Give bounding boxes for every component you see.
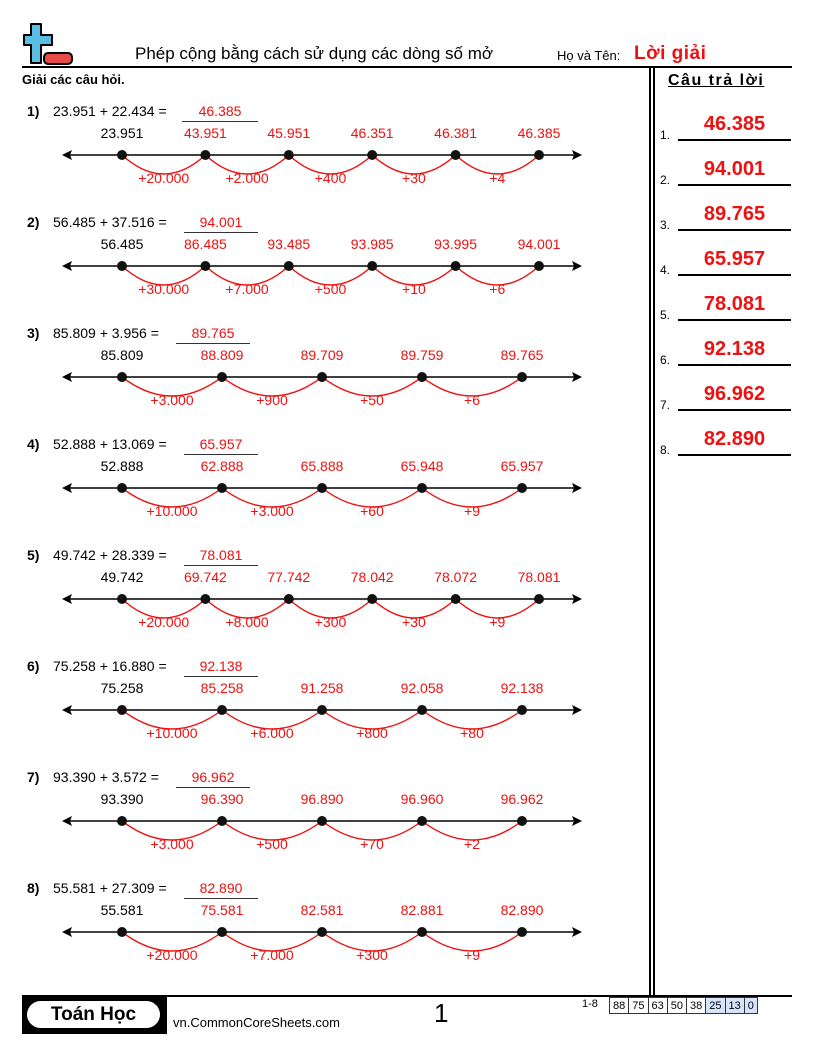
point-dot bbox=[317, 372, 327, 382]
answer-row-8 bbox=[660, 428, 795, 457]
jump-label: +80 bbox=[460, 725, 484, 741]
jump-label: +10.000 bbox=[146, 725, 198, 741]
point-dot bbox=[534, 150, 544, 160]
score-table bbox=[609, 997, 758, 1014]
answer-row-2 bbox=[660, 158, 795, 187]
point-dot bbox=[417, 816, 427, 826]
score-cell: 0 bbox=[744, 998, 757, 1014]
answer-row-7 bbox=[660, 383, 795, 412]
point-dot bbox=[517, 483, 527, 493]
answer-row-4 bbox=[660, 248, 795, 277]
point-label: 89.709 bbox=[300, 347, 344, 363]
problem-answer[interactable]: 46.385 bbox=[182, 103, 258, 122]
point-label: 78.042 bbox=[350, 569, 394, 585]
point-label: 78.081 bbox=[517, 569, 561, 585]
jump-label: +30 bbox=[402, 170, 426, 186]
jump-label: +9 bbox=[464, 947, 480, 963]
point-dot bbox=[217, 927, 227, 937]
jump-label: +4 bbox=[489, 170, 506, 186]
jump-label: +30.000 bbox=[138, 281, 190, 297]
jump-label: +3.000 bbox=[150, 392, 194, 408]
point-label: 86.485 bbox=[183, 236, 227, 252]
problem-2 bbox=[0, 214, 640, 325]
problem-number: 1) bbox=[27, 103, 40, 119]
point-dot bbox=[367, 594, 377, 604]
worksheet-title: Phép cộng bằng cách sử dụng các dòng số mở bbox=[135, 44, 494, 63]
point-dot bbox=[317, 483, 327, 493]
problem-answer[interactable]: 78.081 bbox=[184, 547, 258, 566]
number-line bbox=[0, 769, 640, 880]
problem-expression: 23.951 + 22.434 = bbox=[53, 103, 167, 119]
problem-expression: 52.888 + 13.069 = bbox=[53, 436, 167, 452]
answer-index: 1. bbox=[660, 128, 671, 142]
point-label: 92.138 bbox=[500, 680, 544, 696]
score-cell: 88 bbox=[610, 998, 629, 1014]
answer-panel-divider-inner bbox=[653, 67, 655, 995]
point-label: 75.581 bbox=[200, 902, 244, 918]
problem-expression: 49.742 + 28.339 = bbox=[53, 547, 167, 563]
number-line bbox=[0, 658, 640, 769]
jump-label: +9 bbox=[489, 614, 506, 630]
problem-expression: 56.485 + 37.516 = bbox=[53, 214, 167, 230]
point-dot bbox=[117, 705, 127, 715]
point-label: 78.072 bbox=[434, 569, 478, 585]
jump-label: +70 bbox=[360, 836, 384, 852]
score-cell: 50 bbox=[667, 998, 686, 1014]
jump-label: +300 bbox=[356, 947, 388, 963]
point-label: 75.258 bbox=[100, 680, 144, 696]
jump-label: +7.000 bbox=[250, 947, 294, 963]
jump-label: +6 bbox=[464, 392, 480, 408]
point-dot bbox=[517, 927, 527, 937]
jump-label: +10 bbox=[402, 281, 426, 297]
point-label: 82.881 bbox=[400, 902, 444, 918]
point-label: 89.759 bbox=[400, 347, 444, 363]
jump-label: +900 bbox=[256, 392, 288, 408]
answer-index: 4. bbox=[660, 263, 671, 277]
point-dot bbox=[217, 372, 227, 382]
answer-panel-heading: Câu trả lời bbox=[668, 72, 765, 89]
problem-expression: 75.258 + 16.880 = bbox=[53, 658, 167, 674]
answer-value[interactable]: 46.385 bbox=[703, 113, 766, 135]
problem-answer[interactable]: 94.001 bbox=[184, 214, 258, 233]
point-dot bbox=[117, 261, 127, 271]
point-dot bbox=[534, 594, 544, 604]
answer-index: 7. bbox=[660, 398, 671, 412]
answer-underline bbox=[678, 364, 791, 366]
score-range-label: 1-8 bbox=[582, 998, 598, 1010]
jump-label: +20.000 bbox=[146, 947, 198, 963]
answer-value[interactable]: 92.138 bbox=[703, 338, 766, 360]
answer-underline bbox=[678, 139, 791, 141]
point-dot bbox=[200, 150, 210, 160]
point-dot bbox=[417, 372, 427, 382]
problem-number: 6) bbox=[27, 658, 40, 674]
point-dot bbox=[284, 150, 294, 160]
jump-label: +3.000 bbox=[250, 503, 294, 519]
point-dot bbox=[200, 261, 210, 271]
brand-label: Toán Học bbox=[27, 1001, 160, 1028]
score-cell: 13 bbox=[725, 998, 744, 1014]
jump-label: +500 bbox=[256, 836, 288, 852]
point-dot bbox=[317, 927, 327, 937]
answer-underline bbox=[678, 319, 791, 321]
jump-label: +3.000 bbox=[150, 836, 194, 852]
answer-value[interactable]: 78.081 bbox=[703, 293, 766, 315]
answer-value[interactable]: 82.890 bbox=[703, 428, 766, 450]
point-label: 62.888 bbox=[200, 458, 244, 474]
point-label: 56.485 bbox=[100, 236, 144, 252]
point-label: 49.742 bbox=[100, 569, 144, 585]
point-label: 92.058 bbox=[400, 680, 444, 696]
jump-label: +6.000 bbox=[250, 725, 294, 741]
plus-minus-logo-icon bbox=[22, 22, 82, 68]
point-label: 94.001 bbox=[517, 236, 561, 252]
problem-1 bbox=[0, 103, 640, 214]
answer-panel-divider bbox=[649, 67, 651, 995]
point-label: 55.581 bbox=[100, 902, 144, 918]
point-dot bbox=[517, 816, 527, 826]
problem-5 bbox=[0, 547, 640, 658]
point-dot bbox=[451, 261, 461, 271]
point-dot bbox=[367, 150, 377, 160]
point-label: 45.951 bbox=[267, 125, 311, 141]
point-dot bbox=[117, 927, 127, 937]
point-dot bbox=[284, 261, 294, 271]
problem-4 bbox=[0, 436, 640, 547]
point-label: 46.351 bbox=[350, 125, 394, 141]
jump-label: +50 bbox=[360, 392, 384, 408]
answer-value[interactable]: 65.957 bbox=[703, 248, 766, 270]
answer-value[interactable]: 89.765 bbox=[703, 203, 766, 225]
number-line bbox=[0, 103, 640, 214]
point-label: 65.948 bbox=[400, 458, 444, 474]
point-label: 82.581 bbox=[300, 902, 344, 918]
point-label: 93.995 bbox=[434, 236, 478, 252]
answer-underline bbox=[678, 454, 791, 456]
point-label: 46.385 bbox=[517, 125, 561, 141]
jump-label: +10.000 bbox=[146, 503, 198, 519]
jump-label: +20.000 bbox=[138, 614, 190, 630]
score-cell: 75 bbox=[629, 998, 648, 1014]
problem-answer[interactable]: 92.138 bbox=[184, 658, 258, 677]
point-dot bbox=[117, 372, 127, 382]
problem-7 bbox=[0, 769, 640, 880]
site-link[interactable]: vn.CommonCoreSheets.com bbox=[173, 1015, 340, 1030]
point-label: 69.742 bbox=[183, 569, 227, 585]
point-dot bbox=[200, 594, 210, 604]
point-dot bbox=[217, 705, 227, 715]
point-dot bbox=[117, 150, 127, 160]
problem-number: 2) bbox=[27, 214, 40, 230]
answer-value[interactable]: 96.962 bbox=[703, 383, 766, 405]
point-label: 88.809 bbox=[200, 347, 244, 363]
point-label: 91.258 bbox=[300, 680, 344, 696]
jump-label: +30 bbox=[402, 614, 426, 630]
jump-label: +9 bbox=[464, 503, 480, 519]
answer-row-6 bbox=[660, 338, 795, 367]
problem-answer[interactable]: 82.890 bbox=[184, 880, 258, 899]
number-line bbox=[0, 880, 640, 991]
answer-underline bbox=[678, 229, 791, 231]
page-number: 1 bbox=[434, 998, 449, 1028]
point-label: 23.951 bbox=[100, 125, 144, 141]
problem-expression: 93.390 + 3.572 = bbox=[53, 769, 159, 785]
header-divider bbox=[22, 66, 792, 68]
answer-index: 5. bbox=[660, 308, 671, 322]
problem-number: 3) bbox=[27, 325, 40, 341]
point-label: 96.960 bbox=[400, 791, 444, 807]
number-line bbox=[0, 436, 640, 547]
score-cell: 63 bbox=[648, 998, 667, 1014]
point-label: 85.809 bbox=[100, 347, 144, 363]
problem-6 bbox=[0, 658, 640, 769]
answer-row-1 bbox=[660, 113, 795, 142]
point-dot bbox=[451, 150, 461, 160]
point-dot bbox=[217, 483, 227, 493]
point-label: 89.765 bbox=[500, 347, 544, 363]
problem-number: 7) bbox=[27, 769, 40, 785]
name-value: Lời giải bbox=[634, 43, 707, 64]
point-label: 65.957 bbox=[500, 458, 544, 474]
point-label: 52.888 bbox=[100, 458, 144, 474]
point-dot bbox=[417, 705, 427, 715]
point-dot bbox=[451, 594, 461, 604]
score-cell: 38 bbox=[687, 998, 706, 1014]
score-cell: 25 bbox=[706, 998, 725, 1014]
jump-label: +20.000 bbox=[138, 170, 190, 186]
problem-8 bbox=[0, 880, 640, 991]
answer-underline bbox=[678, 274, 791, 276]
point-label: 85.258 bbox=[200, 680, 244, 696]
point-label: 82.890 bbox=[500, 902, 544, 918]
jump-label: +300 bbox=[314, 614, 347, 630]
answer-index: 2. bbox=[660, 173, 671, 187]
jump-label: +7.000 bbox=[225, 281, 269, 297]
answer-index: 3. bbox=[660, 218, 671, 232]
jump-label: +500 bbox=[314, 281, 347, 297]
point-label: 65.888 bbox=[300, 458, 344, 474]
jump-label: +6 bbox=[489, 281, 506, 297]
jump-label: +60 bbox=[360, 503, 384, 519]
point-dot bbox=[417, 927, 427, 937]
point-label: 96.890 bbox=[300, 791, 344, 807]
problem-number: 4) bbox=[27, 436, 40, 452]
problem-3 bbox=[0, 325, 640, 436]
problem-number: 8) bbox=[27, 880, 40, 896]
point-dot bbox=[517, 705, 527, 715]
point-dot bbox=[367, 261, 377, 271]
point-label: 96.390 bbox=[200, 791, 244, 807]
point-dot bbox=[117, 594, 127, 604]
point-dot bbox=[534, 261, 544, 271]
answer-row-5 bbox=[660, 293, 795, 322]
number-line bbox=[0, 547, 640, 658]
point-label: 96.962 bbox=[500, 791, 544, 807]
answer-underline bbox=[678, 184, 791, 186]
problem-expression: 85.809 + 3.956 = bbox=[53, 325, 159, 341]
answer-index: 8. bbox=[660, 443, 671, 457]
point-label: 93.985 bbox=[350, 236, 394, 252]
answer-value[interactable]: 94.001 bbox=[703, 158, 766, 180]
answer-row-3 bbox=[660, 203, 795, 232]
jump-label: +2.000 bbox=[225, 170, 269, 186]
answer-index: 6. bbox=[660, 353, 671, 367]
point-dot bbox=[317, 816, 327, 826]
point-label: 46.381 bbox=[434, 125, 478, 141]
problem-answer[interactable]: 96.962 bbox=[176, 769, 250, 788]
point-dot bbox=[284, 594, 294, 604]
answer-underline bbox=[678, 409, 791, 411]
jump-label: +2 bbox=[464, 836, 480, 852]
point-dot bbox=[117, 816, 127, 826]
point-label: 43.951 bbox=[183, 125, 227, 141]
point-dot bbox=[417, 483, 427, 493]
number-line bbox=[0, 214, 640, 325]
problem-answer[interactable]: 89.765 bbox=[176, 325, 250, 344]
point-dot bbox=[217, 816, 227, 826]
point-label: 93.390 bbox=[100, 791, 144, 807]
problem-answer[interactable]: 65.957 bbox=[184, 436, 258, 455]
brand-badge bbox=[22, 997, 167, 1034]
point-label: 93.485 bbox=[267, 236, 311, 252]
point-label: 77.742 bbox=[267, 569, 311, 585]
point-dot bbox=[317, 705, 327, 715]
jump-label: +400 bbox=[314, 170, 347, 186]
point-dot bbox=[517, 372, 527, 382]
problem-expression: 55.581 + 27.309 = bbox=[53, 880, 167, 896]
instructions: Giải các câu hỏi. bbox=[22, 72, 125, 87]
number-line bbox=[0, 325, 640, 436]
name-label: Họ và Tên: bbox=[557, 48, 621, 63]
jump-label: +8.000 bbox=[225, 614, 269, 630]
problem-number: 5) bbox=[27, 547, 40, 563]
point-dot bbox=[117, 483, 127, 493]
jump-label: +800 bbox=[356, 725, 388, 741]
